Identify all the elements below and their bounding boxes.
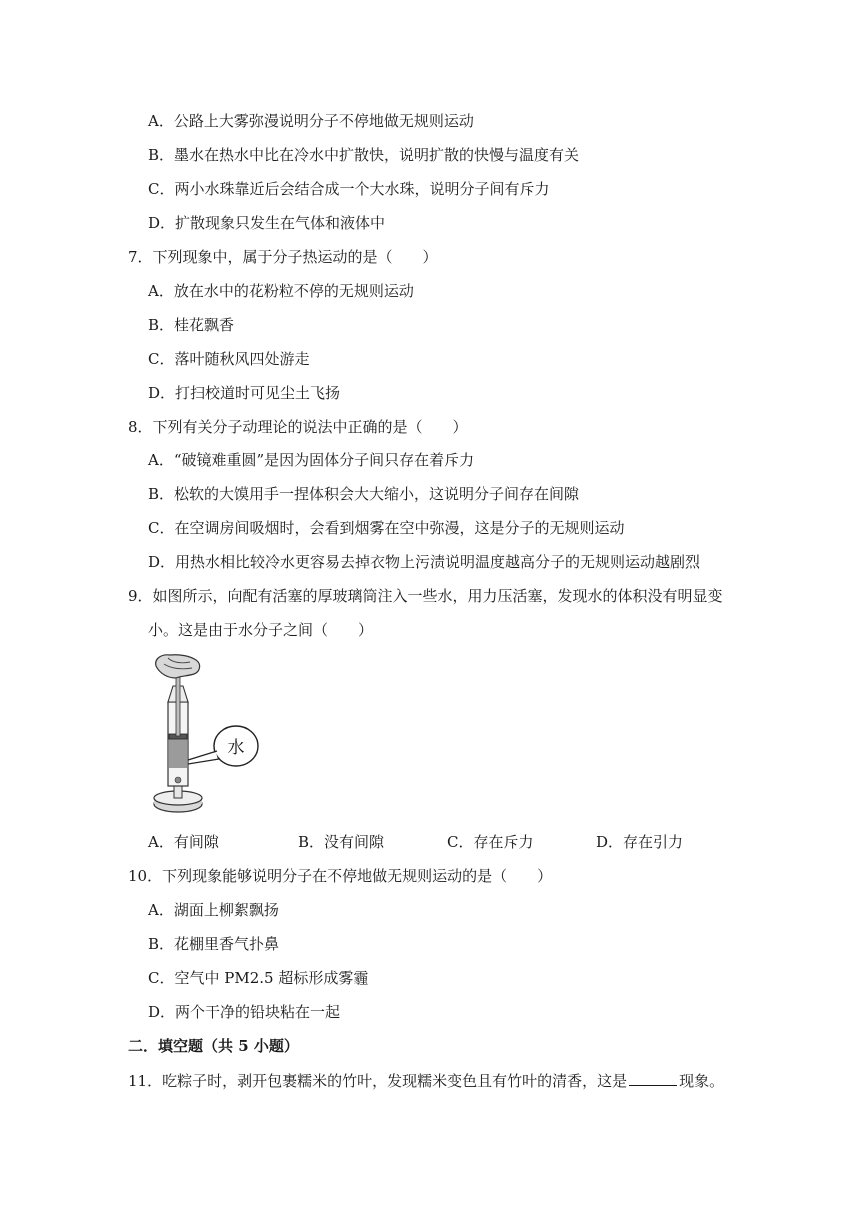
piston-cylinder-drawing: [150, 652, 310, 818]
q9-option-a: A．有间隙: [148, 833, 219, 851]
q8-option-c: C．在空调房间吸烟时，会看到烟雾在空中弥漫，这是分子的无规则运动: [148, 519, 625, 537]
q7-option-c: C．落叶随秋风四处游走: [148, 350, 310, 368]
q11-stem-after: 现象。: [679, 1072, 725, 1090]
q6-option-c: C．两小水珠靠近后会结合成一个大水珠，说明分子间有斥力: [148, 180, 550, 198]
q8-option-b: B．松软的大馍用手一捏体积会大大缩小，这说明分子间存在间隙: [148, 485, 580, 503]
q9-option-b: B．没有间隙: [298, 833, 385, 851]
q10-option-c: C．空气中 PM2.5 超标形成雾霾: [148, 969, 369, 987]
q11-stem-before: 11．吃粽子时，剥开包裹糯米的竹叶，发现糯米变色且有竹叶的清香，这是: [128, 1072, 628, 1090]
q7-option-a: A．放在水中的花粉粒不停的无规则运动: [148, 282, 414, 300]
q10-option-b: B．花棚里香气扑鼻: [148, 935, 280, 953]
q7-option-b: B．桂花飘香: [148, 316, 235, 334]
q6-option-d: D．扩散现象只发生在气体和液体中: [148, 214, 386, 232]
q9-option-d: D．存在引力: [596, 833, 684, 851]
q8-stem: 8．下列有关分子动理论的说法中正确的是（ ）: [128, 418, 468, 436]
q10-stem: 10．下列现象能够说明分子在不停地做无规则运动的是（ ）: [128, 867, 553, 885]
q11-answer-blank[interactable]: [629, 1070, 677, 1086]
piston-cylinder-figure: [150, 652, 310, 818]
q6-option-a: A．公路上大雾弥漫说明分子不停地做无规则运动: [148, 112, 474, 130]
q7-option-d: D．打扫校道时可见尘土飞扬: [148, 384, 341, 402]
q6-option-b: B．墨水在热水中比在冷水中扩散快，说明扩散的快慢与温度有关: [148, 146, 580, 164]
q9-option-c: C．存在斥力: [447, 833, 534, 851]
section-title-fill-in: 二．填空题（共 5 小题）: [128, 1037, 299, 1055]
q9-stem-line1: 9．如图所示，向配有活塞的厚玻璃筒注入一些水，用力压活塞，发现水的体积没有明显变: [128, 587, 723, 605]
q9-stem-line2: 小。这是由于水分子之间（ ）: [148, 621, 374, 639]
figure-water-label: 水: [227, 738, 245, 758]
q10-option-d: D．两个干净的铅块粘在一起: [148, 1003, 341, 1021]
q7-stem: 7．下列现象中，属于分子热运动的是（ ）: [128, 248, 438, 266]
q8-option-d: D．用热水相比较冷水更容易去掉衣物上污渍说明温度越高分子的无规则运动越剧烈: [148, 553, 701, 571]
q10-option-a: A．湖面上柳絮飘扬: [148, 901, 279, 919]
q11-stem: [128, 1070, 724, 1091]
q8-option-a: A．“破镜难重圆”是因为固体分子间只存在着斥力: [148, 451, 475, 469]
